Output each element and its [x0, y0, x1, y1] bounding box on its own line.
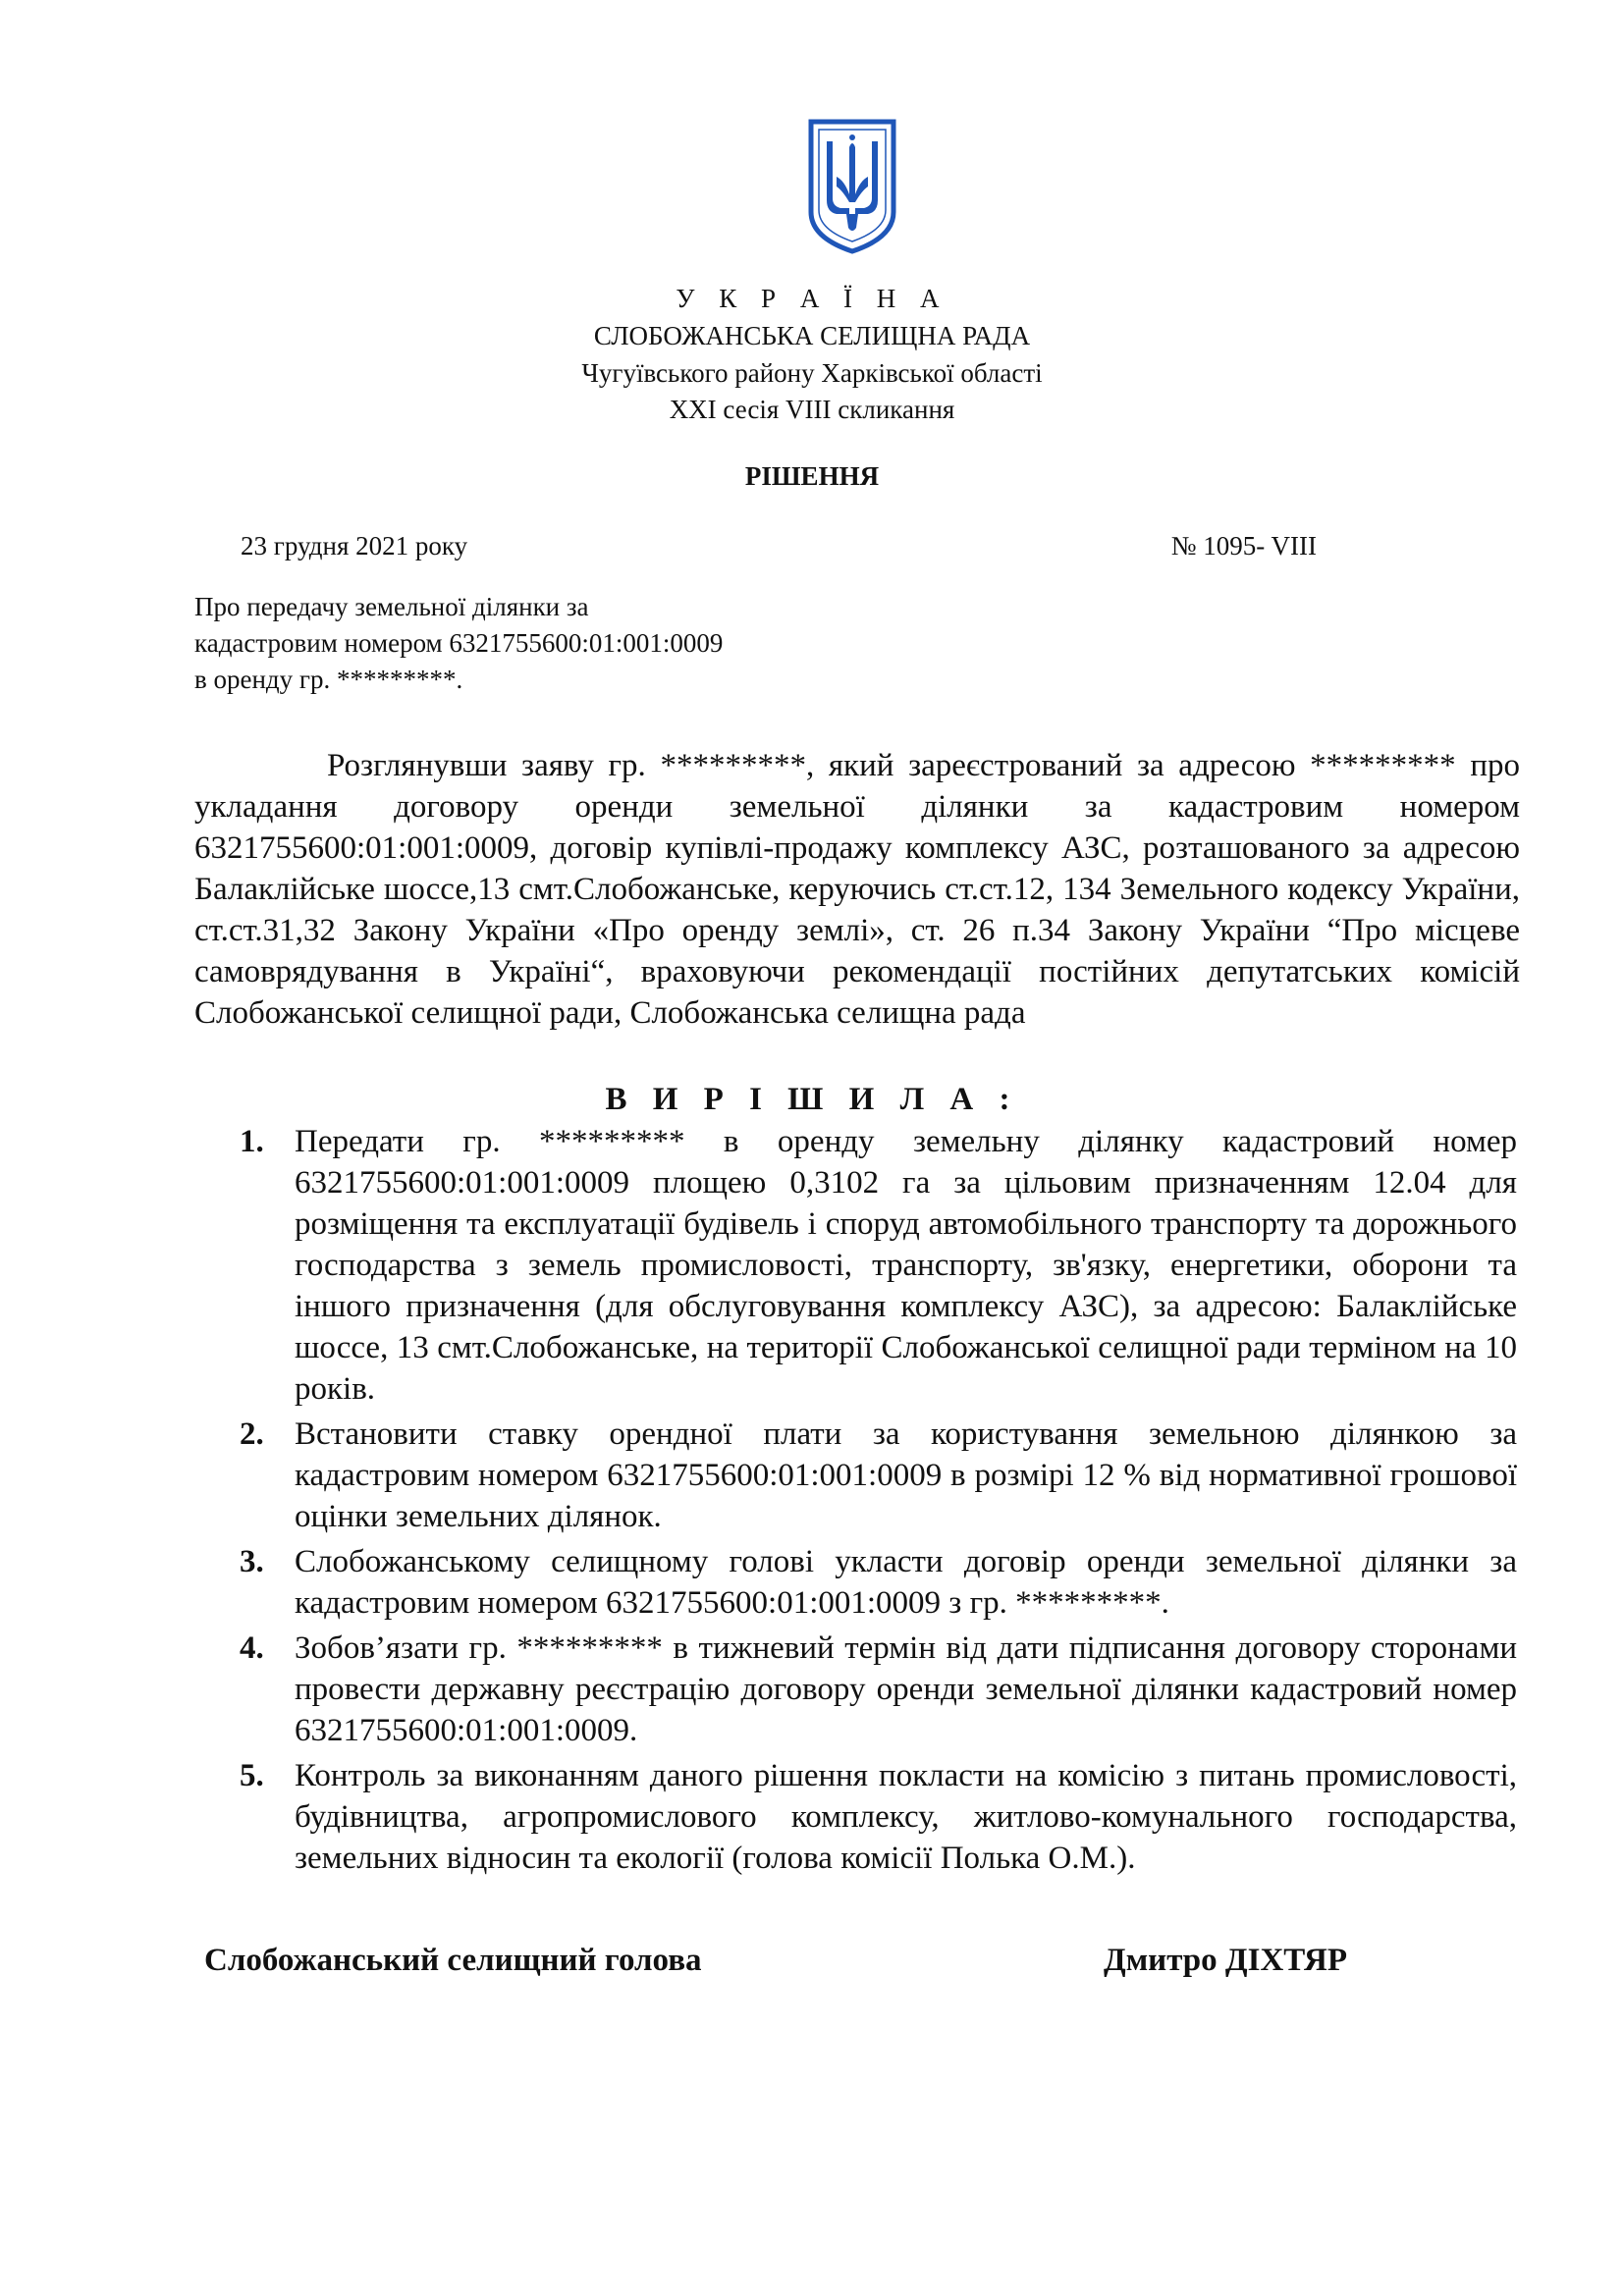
district-name: Чугуївського району Харківської області: [581, 358, 1043, 388]
document-title: РІШЕННЯ: [744, 461, 880, 491]
item-number: 1.: [240, 1124, 264, 1159]
subject-line: Про передачу земельної ділянки за: [194, 592, 589, 621]
session-info: XXI сесія VIII скликання: [669, 395, 955, 424]
resolution-item: [236, 1755, 1517, 1879]
resolution-item: [236, 1414, 1517, 1537]
preamble-paragraph: [194, 745, 1520, 1034]
subject-line: кадастровим номером 6321755600:01:001:0009: [194, 628, 724, 658]
signatory-name: Дмитро ДІХТЯР: [1104, 1943, 1348, 1978]
signatory-role: Слобожанський селищний голова: [204, 1943, 702, 1978]
item-number: 3.: [240, 1544, 264, 1579]
item-text: Зобов’язати гр. ********* в тижневий термін від дати підписання договору сторонами провести державну реєстрацію договору оренди земельної ділянки кадастровий номер 6321755600:01:001:0009.: [295, 1630, 1517, 1748]
item-number: 2.: [240, 1416, 264, 1452]
resolution-items: [236, 1121, 1517, 1883]
council-name: СЛОБОЖАНСЬКА СЕЛИЩНА РАДА: [593, 321, 1031, 350]
item-text: Слобожанському селищному голові укласти договір оренди земельної ділянки за кадастровим номером 6321755600:01:001:0009 з гр. *********.: [295, 1544, 1517, 1621]
decision-subject: [194, 589, 960, 698]
decision-number: № 1095- VIII: [1170, 531, 1317, 561]
item-number: 4.: [240, 1630, 264, 1666]
preamble-text: Розглянувши заяву гр. *********, який зареєстрований за адресою ********* про укладання договору оренди земельної ділянки за кадастровим номером 6321755600:01:001:0009, договір купівлі-продажу комплексу АЗС, розташованого за адресою Балаклійське шоссе,13 смт.Слобожанське, керуючись ст.ст.12, 134 Земельного кодексу України, ст.ст.31,32 Закону України «Про оренду землі», ст. 26 п.34 Закону України “Про місцеве самоврядування в Україні“, враховуючи рекомендації постійних депутатських комісій Слобожанської селищної ради, Слобожанська селищна рада: [194, 748, 1520, 1031]
country-heading: У К Р А Ї Н А: [676, 284, 948, 313]
resolution-item: [236, 1541, 1517, 1624]
resolution-item: [236, 1121, 1517, 1410]
item-text: Контроль за виконанням даного рішення покласти на комісію з питань промисловості, будівництва, агропромислового комплексу, житлово-комунального господарства, земельних відносин та екології (голова комісії Полька О.М.).: [295, 1758, 1517, 1876]
item-number: 5.: [240, 1758, 264, 1793]
item-text: Встановити ставку орендної плати за користування земельною ділянкою за кадастровим номером 6321755600:01:001:0009 в розмірі 12 % від нормативної грошової оцінки земельних ділянок.: [295, 1416, 1517, 1534]
coat-of-arms-of-ukraine-icon: [807, 118, 897, 255]
decision-date: 23 грудня 2021 року: [241, 531, 468, 561]
decided-heading: В И Р І Ш И Л А :: [605, 1082, 1019, 1117]
subject-line: в оренду гр. *********.: [194, 665, 463, 694]
resolution-item: [236, 1628, 1517, 1751]
item-text: Передати гр. ********* в оренду земельну ділянку кадастровий номер 6321755600:01:001:0009 площею 0,3102 га за цільовим призначенням 12.04 для розміщення та експлуатації будівель і споруд автомобільного транспорту та дорожнього господарства з земель промисловості, транспорту, зв'язку, енергетики, оборони та іншого призначення (для обслуговування комплексу АЗС), за адресою: Балаклійське шоссе, 13 смт.Слобожанське, на території Слобожанської селищної ради терміном на 10 років.: [295, 1124, 1517, 1407]
